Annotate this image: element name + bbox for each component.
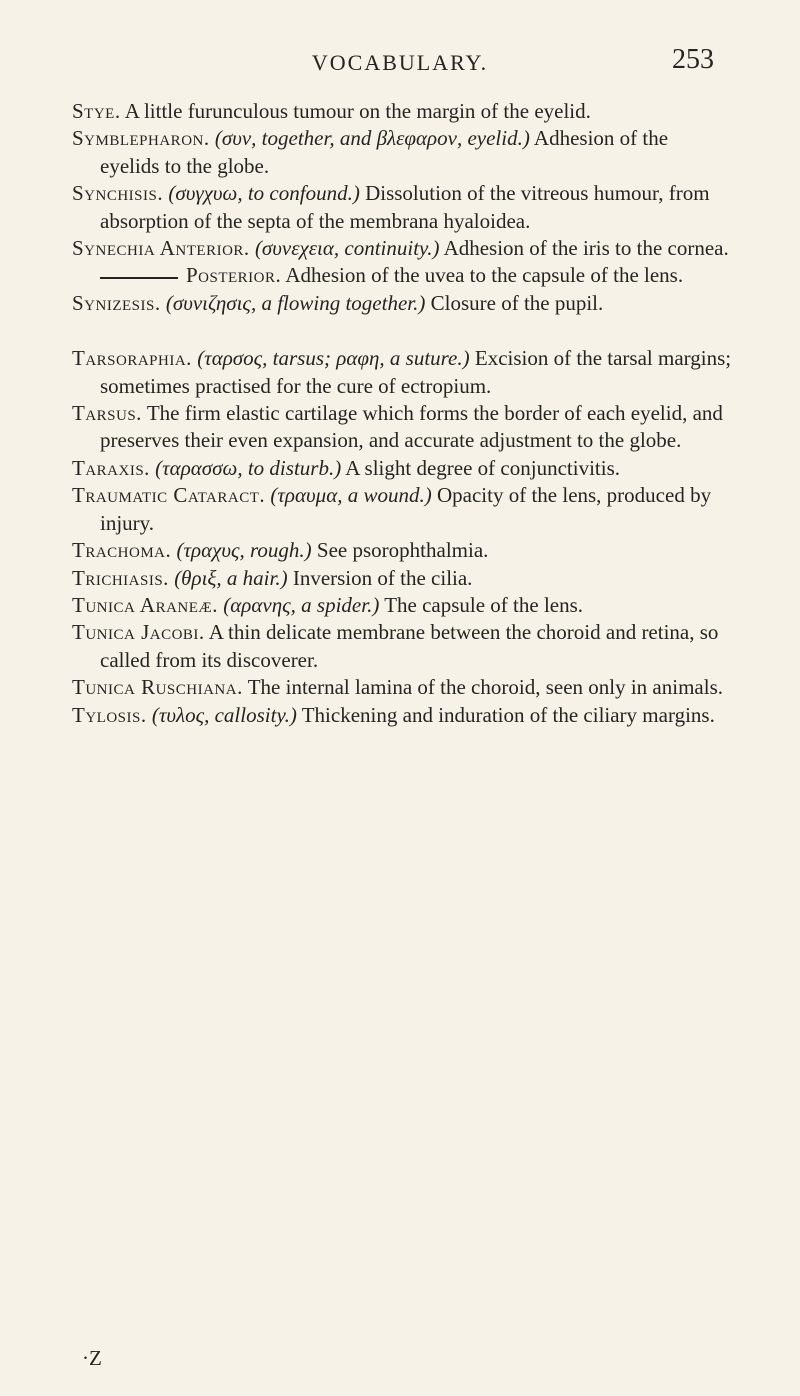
vocabulary-entry xyxy=(72,592,732,619)
entry-definition: A thin delicate membrane between the choroid and retina, so called from its discoverer. xyxy=(100,620,719,672)
entry-definition: Thickening and induration of the ciliary margins. xyxy=(301,702,715,727)
entry-definition: Adhesion of the uvea to the capsule of the lens. xyxy=(285,263,684,288)
vocabulary-entry xyxy=(72,565,732,592)
entry-definition: The internal lamina of the choroid, seen only in animals. xyxy=(247,675,723,700)
signature-mark: ·Z xyxy=(82,1346,102,1370)
entry-etymology: (συνεχεια, continuity.) xyxy=(254,236,440,261)
entry-definition: Inversion of the cilia. xyxy=(292,565,473,590)
entry-term: Posterior. xyxy=(186,263,282,288)
vocabulary-list xyxy=(72,98,732,729)
vocabulary-entry xyxy=(72,235,732,262)
entry-term: Synechia Anterior. xyxy=(72,236,250,261)
entry-term: Taraxis. xyxy=(72,455,150,480)
entry-term: Synchisis. xyxy=(72,181,164,206)
entry-definition: See psorophthalmia. xyxy=(316,538,489,563)
vocabulary-entry xyxy=(72,290,732,317)
entry-definition: The capsule of the lens. xyxy=(384,592,584,617)
entry-term: Trichiasis. xyxy=(72,565,169,590)
entry-etymology: (ταρασσω, to disturb.) xyxy=(155,455,342,480)
entry-term: Tunica Ruschiana. xyxy=(72,675,243,700)
vocabulary-entry xyxy=(72,619,732,674)
entry-term: Tarsoraphia. xyxy=(72,346,192,371)
entry-etymology: (θριξ, a hair.) xyxy=(174,565,288,590)
entry-term: Tunica Araneæ. xyxy=(72,592,219,617)
entry-definition: Adhesion of the iris to the cornea. xyxy=(443,236,729,261)
entry-term: Stye. xyxy=(72,99,121,123)
entry-etymology: (συγχυω, to confound.) xyxy=(168,181,360,206)
entry-definition: Closure of the pupil. xyxy=(430,290,604,315)
vocabulary-entry xyxy=(72,345,732,400)
page-header xyxy=(0,44,800,90)
entry-definition: A slight degree of conjunctivitis. xyxy=(345,455,620,480)
entry-definition: Opacity of the lens, produced by injury. xyxy=(100,483,712,535)
entry-etymology: (αραvης, a spider.) xyxy=(223,592,380,617)
entry-term: Traumatic Cataract. xyxy=(72,483,266,508)
entry-term: Tarsus. xyxy=(72,401,142,426)
entry-term: Synizesis. xyxy=(72,290,161,315)
vocabulary-entry xyxy=(72,262,732,289)
entry-etymology: (τραυμα, a wound.) xyxy=(270,483,432,508)
entry-term: Tunica Jacobi. xyxy=(72,620,205,645)
entry-definition: Excision of the tarsal margins; sometimes practised for the cure of ectropium. xyxy=(100,346,732,398)
entry-term: Trachoma. xyxy=(72,538,172,563)
vocabulary-entry xyxy=(72,400,732,455)
entry-etymology: (συν, together, and βλεφαρον, eyelid.) xyxy=(214,126,530,151)
entry-etymology: (συνιζησις, a flowing together.) xyxy=(165,290,426,315)
ditto-dash xyxy=(100,277,178,279)
vocabulary-entry xyxy=(72,180,732,235)
entry-etymology: (ταρσος, tarsus; ραφη, a suture.) xyxy=(197,346,470,371)
entry-definition: A little furunculous tumour on the margin of the eyelid. xyxy=(124,99,591,123)
vocabulary-entry xyxy=(72,98,732,125)
entry-definition: The firm elastic cartilage which forms the border of each eyelid, and preserves their even expansion, and accurate adjustment to the globe. xyxy=(100,401,723,453)
entry-term: Symblepharon. xyxy=(72,126,210,151)
vocabulary-entry xyxy=(72,455,732,482)
vocabulary-entry xyxy=(72,537,732,564)
vocabulary-entry xyxy=(72,674,732,701)
entry-etymology: (τραχυς, rough.) xyxy=(176,538,312,563)
page-number: 253 xyxy=(672,44,714,75)
entry-etymology: (τυλος, callosity.) xyxy=(151,702,297,727)
vocabulary-entry xyxy=(72,482,732,537)
entry-definition: Dissolution of the vitreous humour, from absorption of the septa of the membrana hyaloidea. xyxy=(100,181,710,233)
entry-term: Tylosis. xyxy=(72,702,147,727)
vocabulary-entry xyxy=(72,702,732,729)
entry-definition: Adhesion of the eyelids to the globe. xyxy=(100,126,669,178)
vocabulary-entry xyxy=(72,125,732,180)
running-head: VOCABULARY. xyxy=(311,50,489,75)
